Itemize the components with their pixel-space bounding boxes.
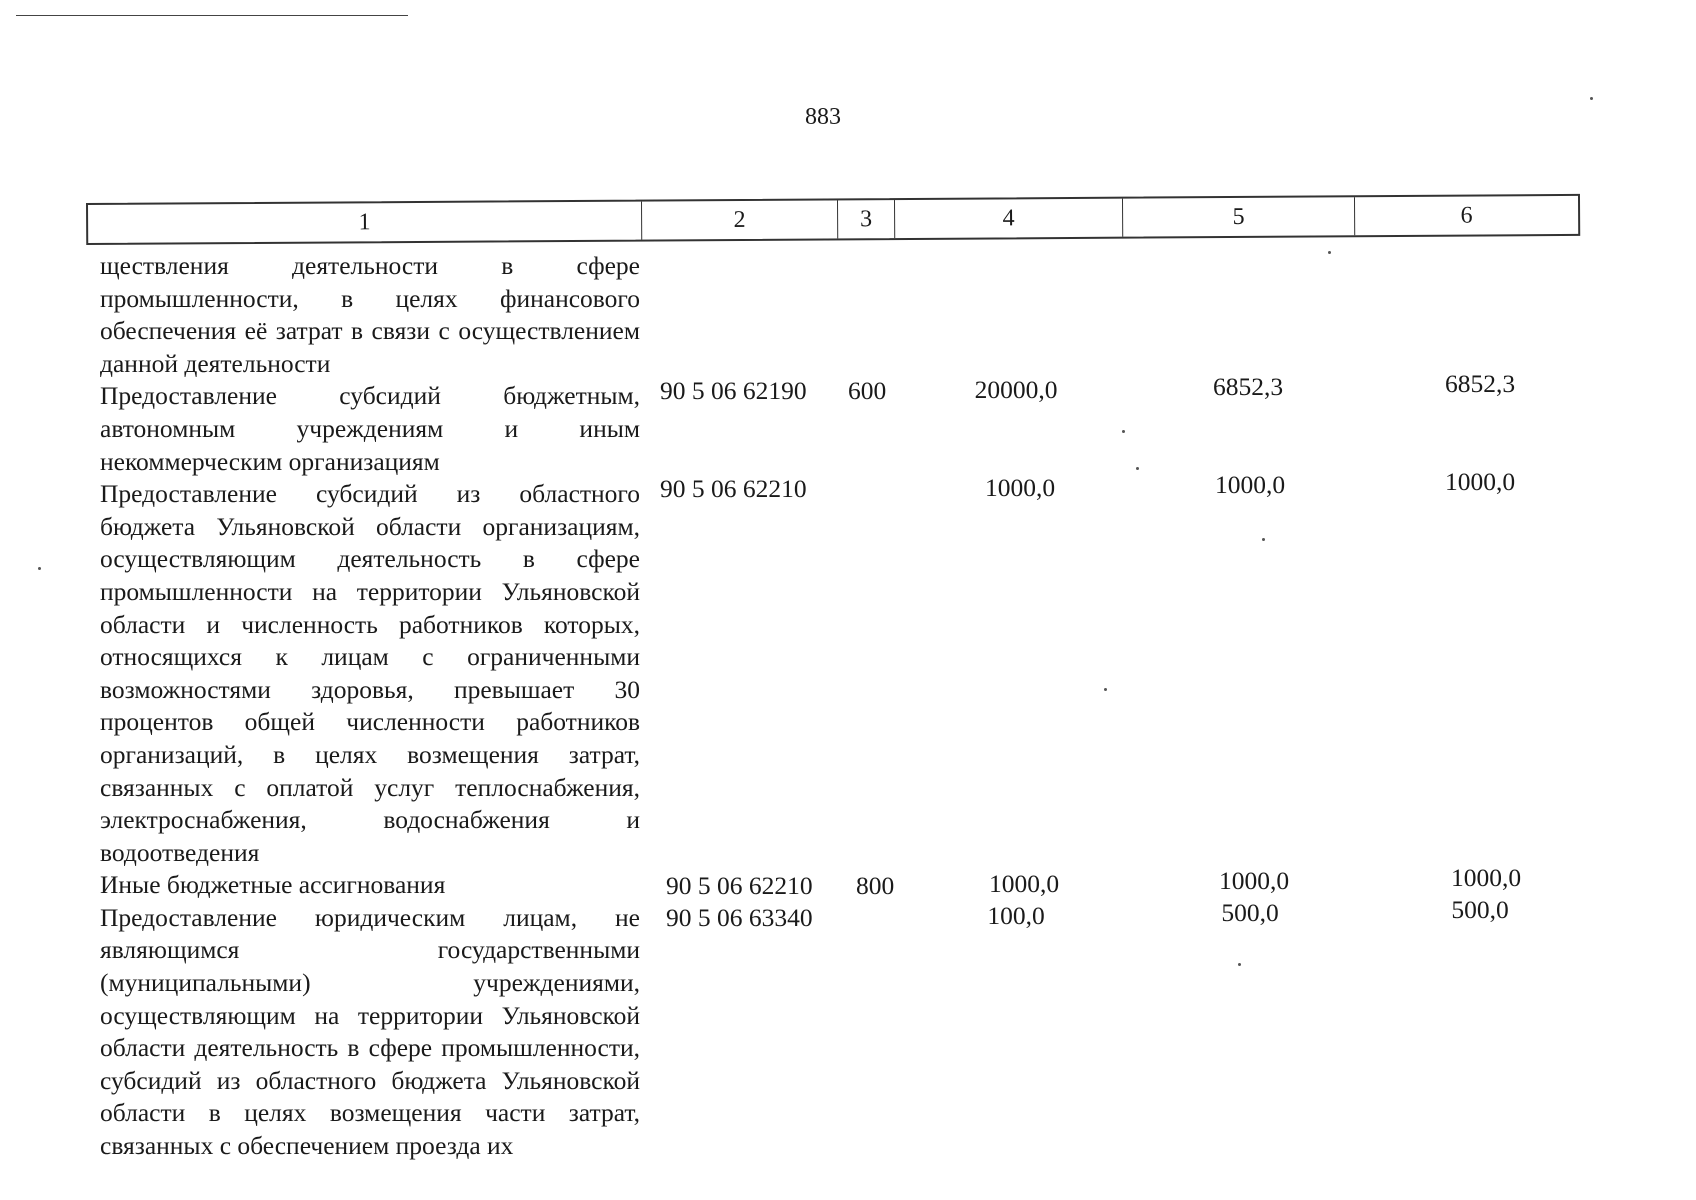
row-5-value-5: 500,0 bbox=[1221, 898, 1279, 927]
scan-speck bbox=[1328, 251, 1331, 254]
row-4-text: Иные бюджетные ассигнования bbox=[100, 870, 446, 900]
row-5-code: 90 5 06 63340 bbox=[666, 903, 813, 932]
row-1-text: ществления деятельности в сфере промышленности, в целях финансового обеспечения её затрат в связи с осуществлением данной деятельности bbox=[100, 251, 640, 378]
row-4-type: 800 bbox=[856, 871, 895, 900]
scan-speck bbox=[1136, 467, 1139, 470]
row-2-code: 90 5 06 62190 bbox=[660, 376, 807, 405]
row-4-code: 90 5 06 62210 bbox=[666, 871, 813, 900]
header-col-5: 5 bbox=[1123, 197, 1355, 236]
row-4-value-5: 1000,0 bbox=[1218, 866, 1290, 895]
row-2-text: Предоставление субсидий бюджетным, автономным учреждениям и иным некоммерческим организациям bbox=[100, 381, 640, 476]
scan-speck bbox=[1104, 688, 1107, 691]
scan-speck bbox=[38, 567, 41, 570]
header-col-4: 4 bbox=[895, 199, 1123, 238]
row-3-value-6: 1000,0 bbox=[1444, 467, 1516, 496]
row-4-value-6: 1000,0 bbox=[1450, 863, 1522, 892]
row-2-value-5: 6852,3 bbox=[1212, 372, 1284, 401]
header-col-1: 1 bbox=[88, 202, 642, 243]
row-3-code: 90 5 06 62210 bbox=[660, 474, 807, 503]
row-5-value-4: 100,0 bbox=[987, 901, 1045, 930]
row-5-value-6: 500,0 bbox=[1451, 895, 1509, 924]
header-col-3: 3 bbox=[838, 200, 895, 238]
row-3-value-4: 1000,0 bbox=[984, 473, 1056, 502]
row-2-value-4: 20000,0 bbox=[974, 375, 1058, 404]
row-3-value-5: 1000,0 bbox=[1214, 470, 1286, 499]
top-rule bbox=[16, 15, 408, 16]
row-2-value-6: 6852,3 bbox=[1444, 369, 1516, 398]
scan-speck bbox=[1238, 963, 1241, 966]
page-number: 883 bbox=[805, 104, 841, 130]
row-5-text: Предоставление юридическим лицам, не являющимся государственными (муниципальными) учреждениями, осуществляющим на территории Ульяновской области деятельность в сфере промышленности, субсидий из областного бюджета Ульяновской области в целях возмещения части затрат, связанных с обеспечением проезда их bbox=[100, 902, 640, 1161]
scan-speck bbox=[1122, 430, 1125, 433]
scan-speck bbox=[1590, 97, 1593, 100]
header-col-6: 6 bbox=[1460, 202, 1473, 229]
row-4-value-4: 1000,0 bbox=[988, 869, 1060, 898]
table-header-row bbox=[86, 194, 1580, 245]
row-3-text: Предоставление субсидий из областного бюджета Ульяновской области организациям, осуществляющим деятельность в сфере промышленности на территории Ульяновской области и численность работников которых, относящихся к лицам с ограниченными возможностями здоровья, превышает 30 процентов общей численности работников организаций, в целях возмещения затрат, связанных с оплатой услуг теплоснабжения, электроснабжения, водоснабжения и водоотведения bbox=[100, 479, 640, 867]
header-col-2: 2 bbox=[642, 200, 838, 239]
scan-speck bbox=[1262, 538, 1265, 541]
table-body-col-1 bbox=[100, 250, 640, 1163]
row-2-type: 600 bbox=[848, 376, 887, 405]
